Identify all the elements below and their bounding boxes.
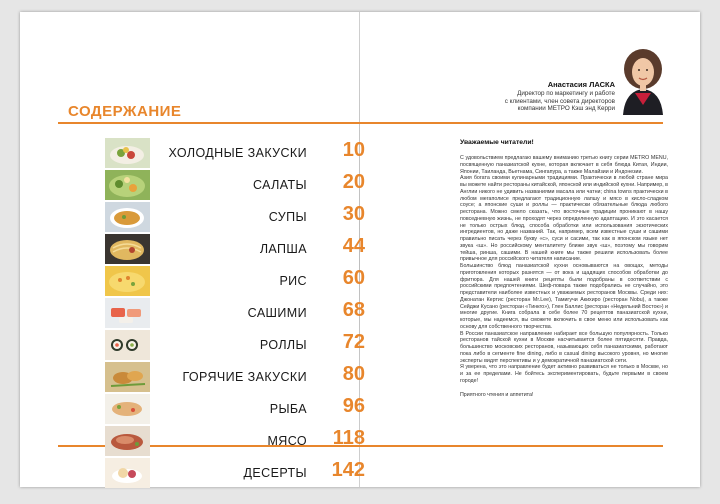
- contents-item-page: 10: [342, 139, 365, 161]
- contents-item-page: 80: [342, 363, 365, 385]
- cold-appetizers-photo: [105, 138, 150, 168]
- contents-item-desserts[interactable]: [105, 458, 365, 488]
- contents-item-cold-appetizers[interactable]: [105, 138, 365, 168]
- contents-item-rice[interactable]: [105, 266, 365, 296]
- contents-item-page: 96: [342, 395, 365, 417]
- contents-item-fish[interactable]: [105, 394, 365, 424]
- contents-item-meat[interactable]: [105, 426, 365, 456]
- contents-item-page: 20: [342, 171, 365, 193]
- editorial-letter: [460, 139, 668, 398]
- rice-photo: [105, 266, 150, 296]
- letter-closing: Приятного чтения и аппетита!: [460, 391, 534, 398]
- contents-item-page: 118: [332, 427, 365, 449]
- contents-item-sashimi[interactable]: [105, 298, 365, 328]
- meat-photo: [105, 426, 150, 456]
- noodles-photo: [105, 234, 150, 264]
- fish-photo: [105, 394, 150, 424]
- contents-title: СОДЕРЖАНИЕ: [68, 103, 182, 120]
- contents-item-label: ДЕСЕРТЫ: [243, 466, 307, 480]
- letter-greeting: Уважаемые читатели!: [460, 139, 534, 146]
- letter-paragraph: Азия богата своими кулинарными традициями. Практически в любой стране мира вы можете найти рестораны китайской, японской или индийской кухни. Например, в Англии никого не удивить названиями масала или чатни; china towns практически в любом мегаполисе предлагают традиционную лапшу и мясо в кисло-сладком соусе; а японские суши и роллы — практически обязательные блюда любого ресторана. Можно смело сказать, что восточные традиции проникают в нашу повседневную жизнь, не проходят через определенную адаптацию. И это касается не только острых блюд, способа обработки или использования экзотических ингредиентов, но даже названий. Так, например, всем известные суши и сашими правильно писать через букву «с», суси и сасими, так как в японском языке нет звука «ш». Но российскому менталитету ближе звук «ш», поэтому мы говорим тейша, ринша, сашими. В нашей книге мы также решили использовать более привычное для российского читателя написание.: [460, 175, 668, 263]
- contents-item-page: 30: [342, 203, 365, 225]
- top-rule: [58, 122, 663, 124]
- contents-list: [105, 138, 365, 490]
- letter-paragraph: В России паназиатское направление набирает все большую популярность. Только ресторанов тайской кухни в Москве насчитывается более пятидесяти. Правда, большинство московских ресторанов, называющих себя паназиатскими, работают пока либо в сегменте fine dining, либо в casual dining высокого уровня, но многие эксперты видят перспективы и у демократичной паназиатской сети.: [460, 330, 668, 364]
- soups-photo: [105, 202, 150, 232]
- contents-item-page: 142: [331, 459, 365, 481]
- author-role-line: компании МЕТРО Кэш энд Керри: [517, 105, 615, 113]
- contents-item-page: 68: [342, 299, 365, 321]
- contents-item-label: САШИМИ: [247, 306, 307, 320]
- author-name: Анастасия ЛАСКА: [547, 80, 615, 89]
- contents-item-label: ЛАПША: [259, 242, 307, 256]
- contents-item-page: 60: [342, 267, 365, 289]
- desserts-photo: [105, 458, 150, 488]
- author-portrait: [617, 45, 669, 115]
- salads-photo: [105, 170, 150, 200]
- contents-item-salads[interactable]: [105, 170, 365, 200]
- contents-item-label: СУПЫ: [268, 210, 307, 224]
- contents-item-label: МЯСО: [267, 434, 307, 448]
- contents-item-page: 44: [342, 235, 365, 257]
- author-role-line: с клиентами, член совета директоров: [504, 97, 615, 105]
- hot-appetizers-photo: [105, 362, 150, 392]
- author-role-line: Директор по маркетингу и работе: [517, 90, 615, 97]
- contents-item-page: 72: [342, 331, 365, 353]
- book-spread: [20, 12, 700, 487]
- contents-item-rolls[interactable]: [105, 330, 365, 360]
- sashimi-photo: [105, 298, 150, 328]
- contents-item-label: РОЛЛЫ: [259, 338, 307, 352]
- rolls-photo: [105, 330, 150, 360]
- contents-item-label: САЛАТЫ: [252, 178, 307, 192]
- letter-paragraph: Я уверена, что это направление будет активно развиваться не только в Москве, но и за ее пределами. Не бойтесь экспериментировать, будьте первыми в своем городе!: [460, 364, 668, 384]
- contents-item-label: РИС: [279, 274, 307, 288]
- contents-item-noodles[interactable]: [105, 234, 365, 264]
- contents-item-label: ГОРЯЧИЕ ЗАКУСКИ: [182, 370, 307, 384]
- contents-item-hot-appetizers[interactable]: [105, 362, 365, 392]
- contents-item-label: ХОЛОДНЫЕ ЗАКУСКИ: [168, 146, 307, 160]
- author-block: [465, 80, 615, 113]
- contents-item-soups[interactable]: [105, 202, 365, 232]
- contents-item-label: РЫБА: [269, 402, 307, 416]
- letter-paragraph: Большинство блюд паназиатской кухни основываются на овощах, методы приготовления которых разнятся — от вока и щадящих способов обработки до фритюра. Для нашей книги рецепты были подобраны в соответствии с российскими предпочтениями. Шеф-повара также подобрались не случайно, это представители наиболее известных и уважаемых ресторанов Москвы. Среди них: Джонатан Кертис (ресторан Mr.Lee), Тамигучи Акихиро (ресторан Nobu), а также Сейджи Кусано (ресторан «Тинкго»), Глен Баллис (ресторан «Недельний Восток») и многие другие. Книга собрала в себе более 70 рецептов паназиатской кухни, которые, мы надеемся, вы сможете включить в свое меню или использовать как основу для собственного творчества.: [460, 263, 668, 330]
- letter-paragraph: С удовольствием предлагаю вашему вниманию третью книгу серии METRO MENU, посвященную паназиатской кухне, которая включает в себя блюда Китая, Индии, Японии, Таиланда, Вьетнама, Сингапура, а также Малайзии и Индонезии.: [460, 155, 668, 175]
